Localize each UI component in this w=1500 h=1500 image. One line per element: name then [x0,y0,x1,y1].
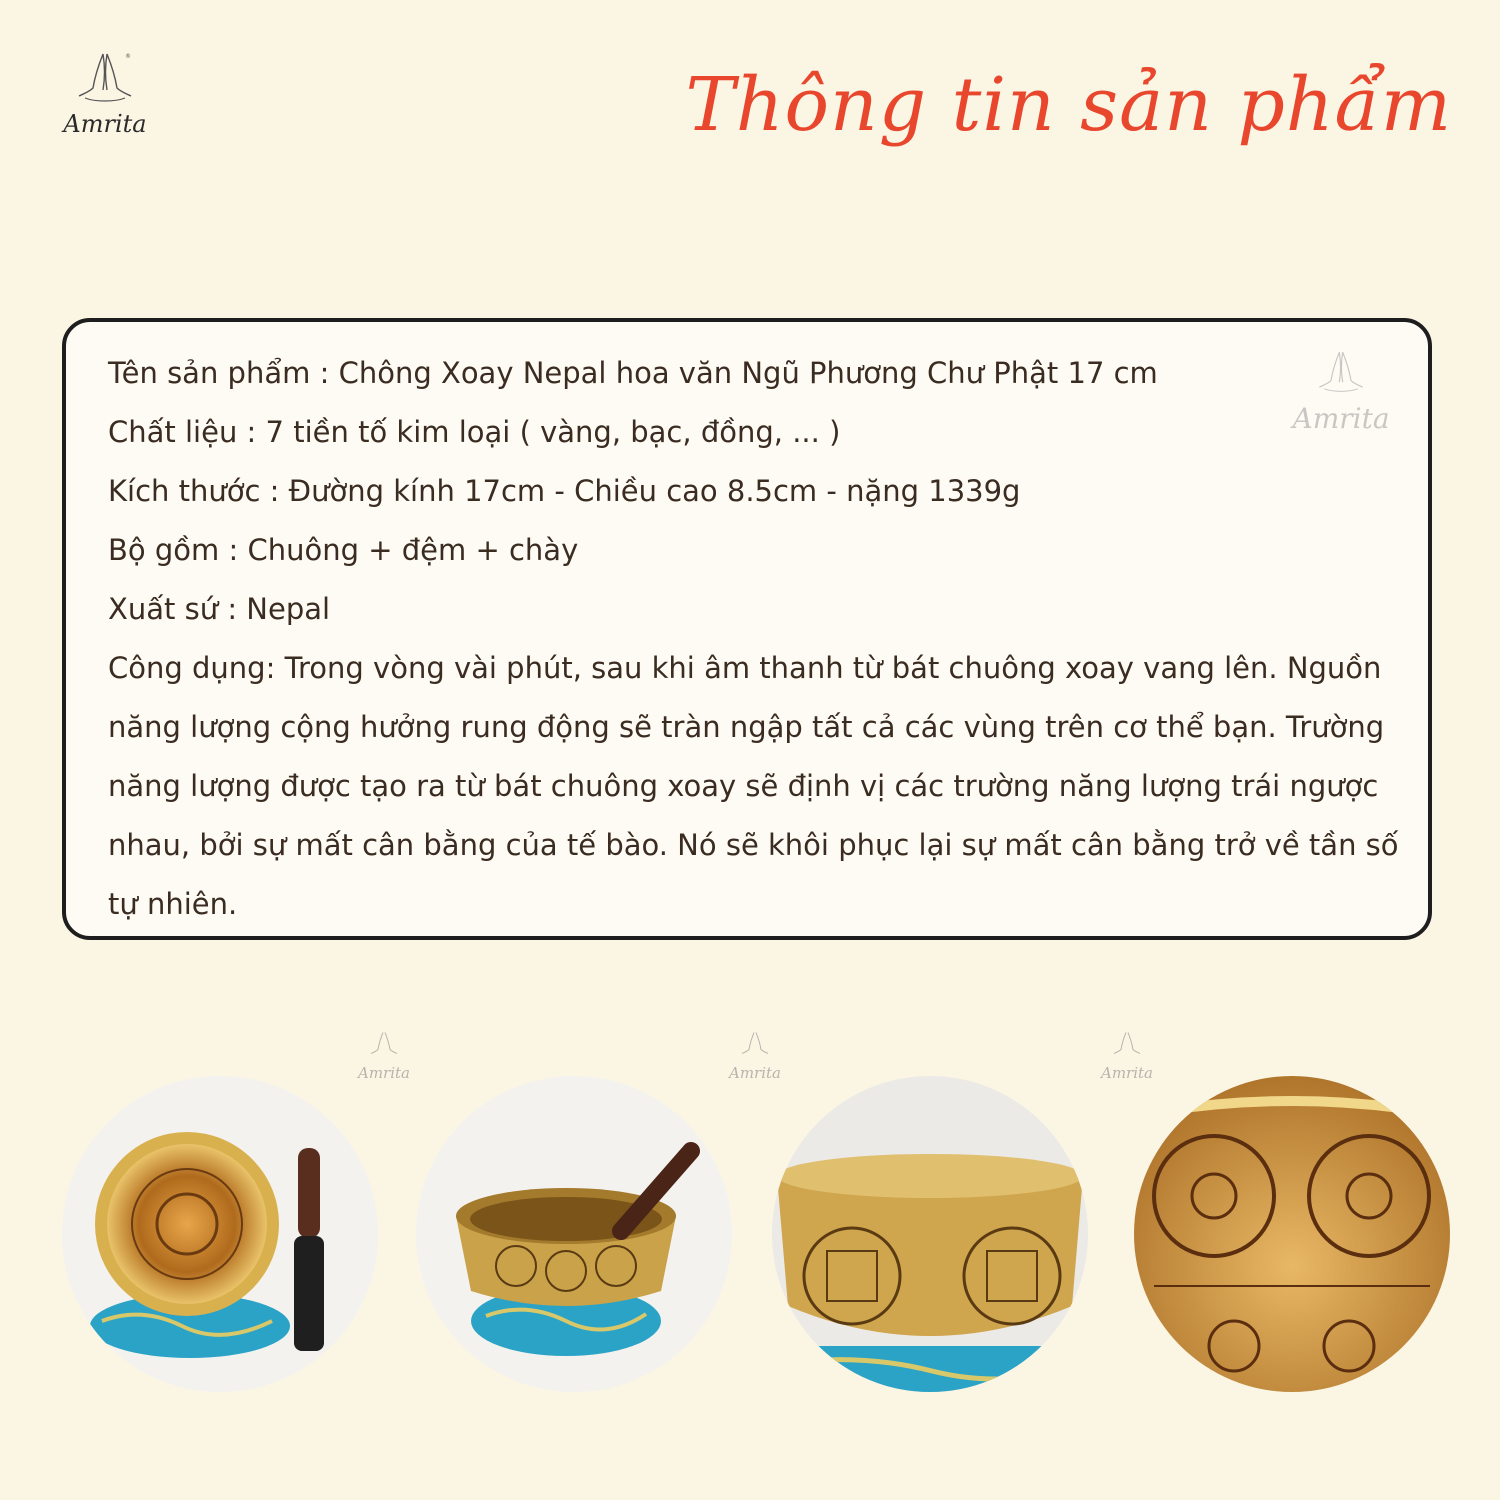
photo-bowl-engraving [1134,1076,1450,1392]
photo-bowl-front [62,1076,378,1392]
svg-text:®: ® [125,53,131,60]
info-lines [108,344,1408,934]
product-info-card [62,318,1432,940]
set-line: Bộ gồm : Chuông + đệm + chày [108,533,579,567]
watermark-text: Amrita [358,1064,410,1082]
praying-hands-icon [1112,1030,1142,1060]
brand-name: Amrita [63,110,147,138]
usage-text: Công dụng: Trong vòng vài phút, sau khi âm thanh từ bát chuông xoay vang lên. Nguồn năng lượng cộng hưởng rung động sẽ tràn ngập tất cả các vùng trên cơ thể bạn. Trường năng lượng được tạo ra từ bát chuông xoay sẽ định vị các trường năng lượng trái ngược nhau, bởi sự mất cân bằng của tế bào. Nó sẽ khôi phục lại sự mất cân bằng trở về tần số tự nhiên. [108,651,1399,921]
material-line: Chất liệu : 7 tiền tố kim loại ( vàng, bạc, đồng, ... ) [108,415,841,449]
product-name-line: Tên sản phẩm : Chông Xoay Nepal hoa văn Ngũ Phương Chư Phật 17 cm [108,356,1158,390]
praying-hands-icon [75,50,135,108]
photo-watermark [715,1030,795,1082]
praying-hands-icon [740,1030,770,1060]
size-line: Kích thước : Đường kính 17cm - Chiều cao 8.5cm - nặng 1339g [108,474,1021,508]
photo-watermark [344,1030,424,1082]
photo-bowl-side [416,1076,732,1392]
watermark-text: Amrita [1101,1064,1153,1082]
photo-watermark [1087,1030,1167,1082]
photo-bowl-closeup [772,1076,1088,1392]
watermark-text: Amrita [729,1064,781,1082]
brand-logo [50,50,160,140]
praying-hands-icon [369,1030,399,1060]
origin-line: Xuất sứ : Nepal [108,592,331,626]
watermark-text: Amrita [1292,402,1390,435]
page-title: Thông tin sản phẩm [685,62,1452,148]
